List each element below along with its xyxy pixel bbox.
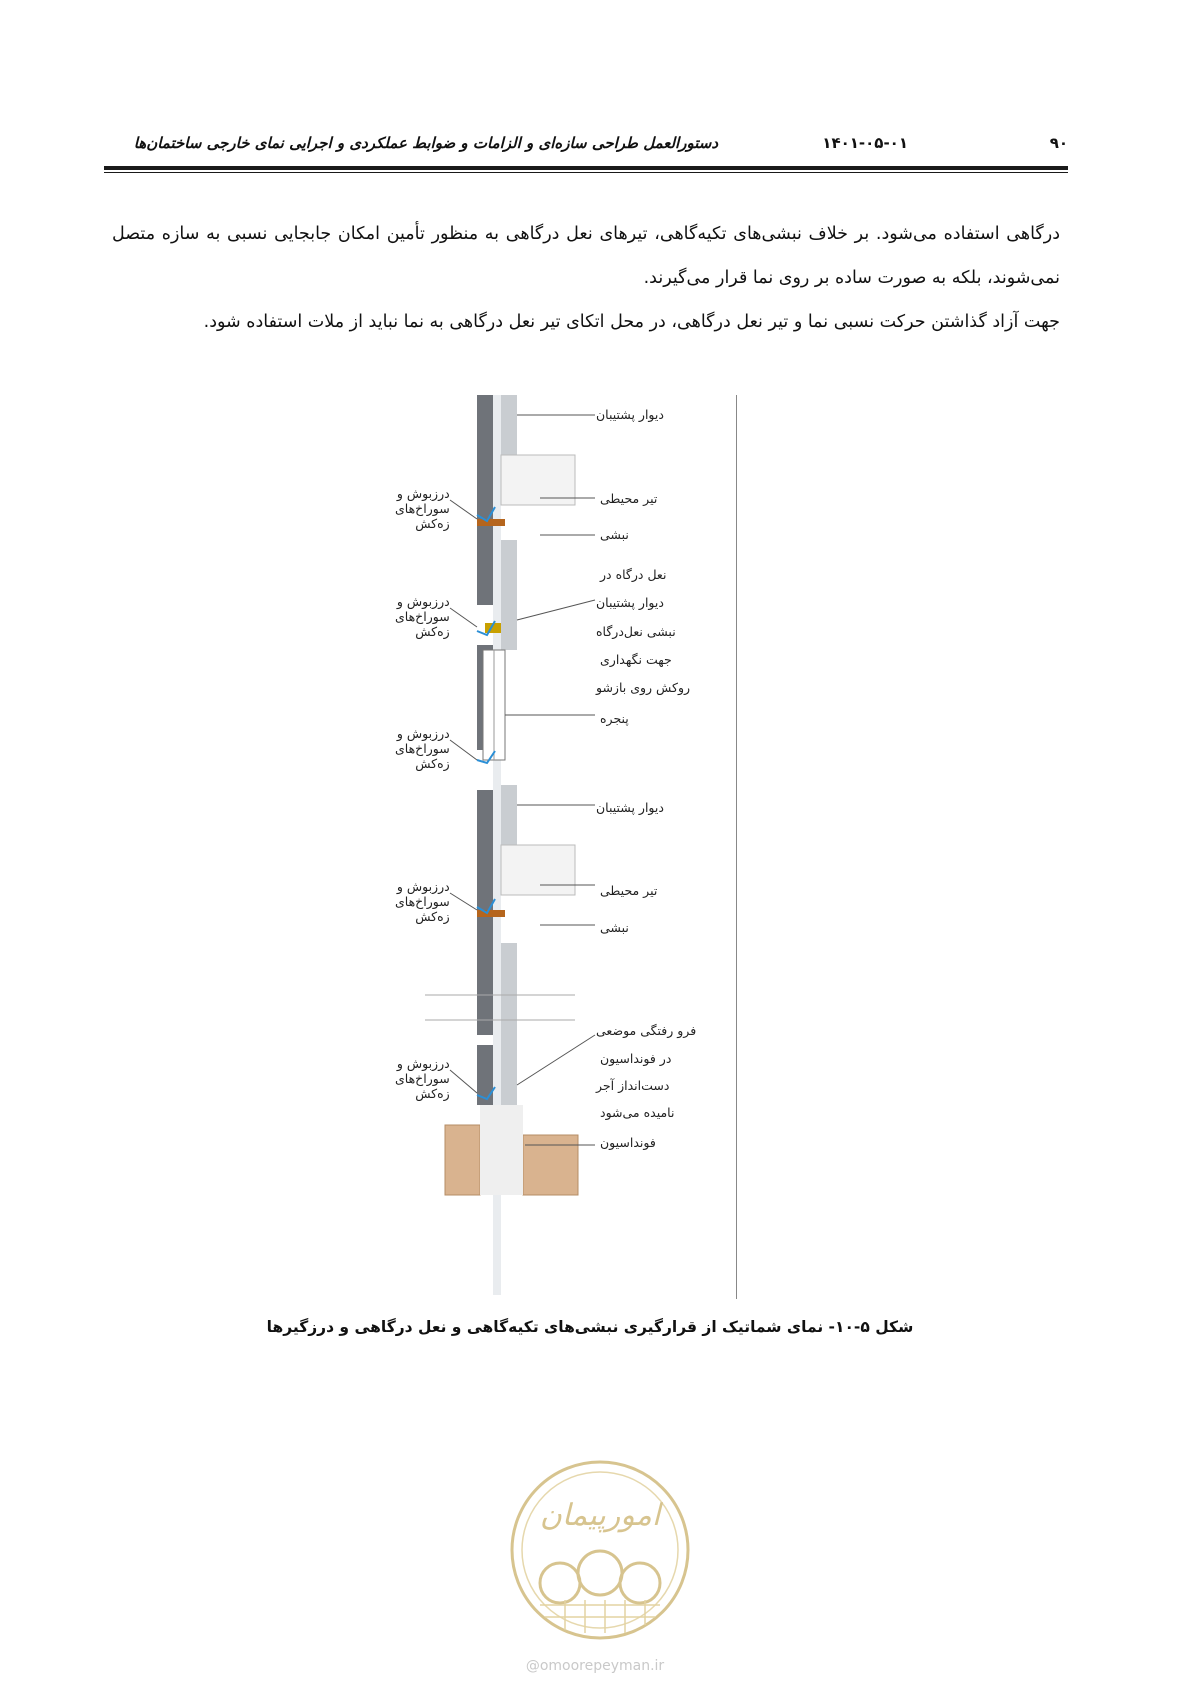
label-lintel-2: دیوار پشتیبان <box>596 595 664 610</box>
label-line: درزبوش و <box>396 726 450 741</box>
label-line: زه‌کش <box>415 624 450 639</box>
label-line: درزبوش و <box>396 879 450 894</box>
label-perimeter-beam-1: تیر محیطی <box>600 491 658 506</box>
watermark-url: @omoorepeyman.ir <box>525 1658 665 1674</box>
label-flashing-weep-5 <box>395 1056 450 1101</box>
label-line: زه‌کش <box>415 756 450 771</box>
label-settlement-3: دست‌انداز آجر <box>596 1078 670 1093</box>
label-line: سوراخ‌های <box>395 609 450 624</box>
figure-caption: شکل ۵-۱۰- نمای شماتیک از قرارگیری نبشی‌های تکیه‌گاهی و نعل درگاهی و درزگیرها <box>266 1318 914 1336</box>
svg-text:امورپیمان: امورپیمان <box>539 1498 661 1533</box>
label-line: زه‌کش <box>415 516 450 531</box>
label-flashing-weep-4 <box>395 879 450 924</box>
label-lintel-angle-3: روکش روی بازشو <box>596 680 691 695</box>
header-rule-thick <box>104 166 1068 170</box>
label-foundation: فونداسیون <box>600 1135 656 1150</box>
label-line: سوراخ‌های <box>395 501 450 516</box>
label-settlement-4: نامیده می‌شود <box>600 1105 675 1120</box>
label-flashing-weep-3 <box>395 726 450 771</box>
header-date: ۱۴۰۱-۰۵-۰۱ <box>822 134 908 152</box>
label-flashing-weep-1 <box>395 486 450 531</box>
page-number: ۹۰ <box>1049 134 1068 152</box>
label-lintel-1: نعل درگاه در <box>600 567 667 582</box>
label-line: سوراخ‌های <box>395 1071 450 1086</box>
label-lintel-angle-2: جهت نگهداری <box>600 652 672 667</box>
label-flashing-weep-2 <box>395 594 450 639</box>
label-window: پنجره <box>600 711 629 726</box>
label-perimeter-beam-2: تیر محیطی <box>600 883 658 898</box>
label-line: درزبوش و <box>396 1056 450 1071</box>
label-settlement-1: فرو رفتگی موضعی <box>596 1023 697 1038</box>
label-settlement-2: در فونداسیون <box>600 1051 672 1066</box>
label-lintel-angle-1: نبشی نعل‌درگاه <box>596 624 676 639</box>
label-backup-wall-2: دیوار پشتیبان <box>596 800 664 815</box>
label-line: زه‌کش <box>415 909 450 924</box>
body-paragraph-2: جهت آزاد گذاشتن حرکت نسبی نما و تیر نعل درگاهی، در محل اتکای تیر نعل درگاهی به نما نباید از ملات استفاده شود. <box>203 312 1060 332</box>
label-angle-1: نبشی <box>600 527 629 542</box>
watermark-seal <box>505 1455 695 1645</box>
label-backup-wall-1: دیوار پشتیبان <box>596 407 664 422</box>
page-header <box>104 128 1068 158</box>
label-line: سوراخ‌های <box>395 894 450 909</box>
wall-section-diagram <box>425 395 765 1295</box>
header-title: دستورالعمل طراحی سازه‌ای و الزامات و ضوابط عملکردی و اجرایی نمای خارجی ساختمان‌ها <box>133 134 718 152</box>
label-line: درزبوش و <box>396 486 450 501</box>
body-paragraph-1: درگاهی استفاده می‌شود. بر خلاف نبشی‌های تکیه‌گاهی، تیرهای نعل درگاهی به منظور تأمین امکان جابجایی نسبی به سازه متصل نمی‌شوند، بلکه به صورت ساده بر روی نما قرار می‌گیرند. <box>112 224 1060 288</box>
label-line: زه‌کش <box>415 1086 450 1101</box>
header-rule-thin <box>104 172 1068 173</box>
label-line: درزبوش و <box>396 594 450 609</box>
label-angle-2: نبشی <box>600 920 629 935</box>
label-line: سوراخ‌های <box>395 741 450 756</box>
